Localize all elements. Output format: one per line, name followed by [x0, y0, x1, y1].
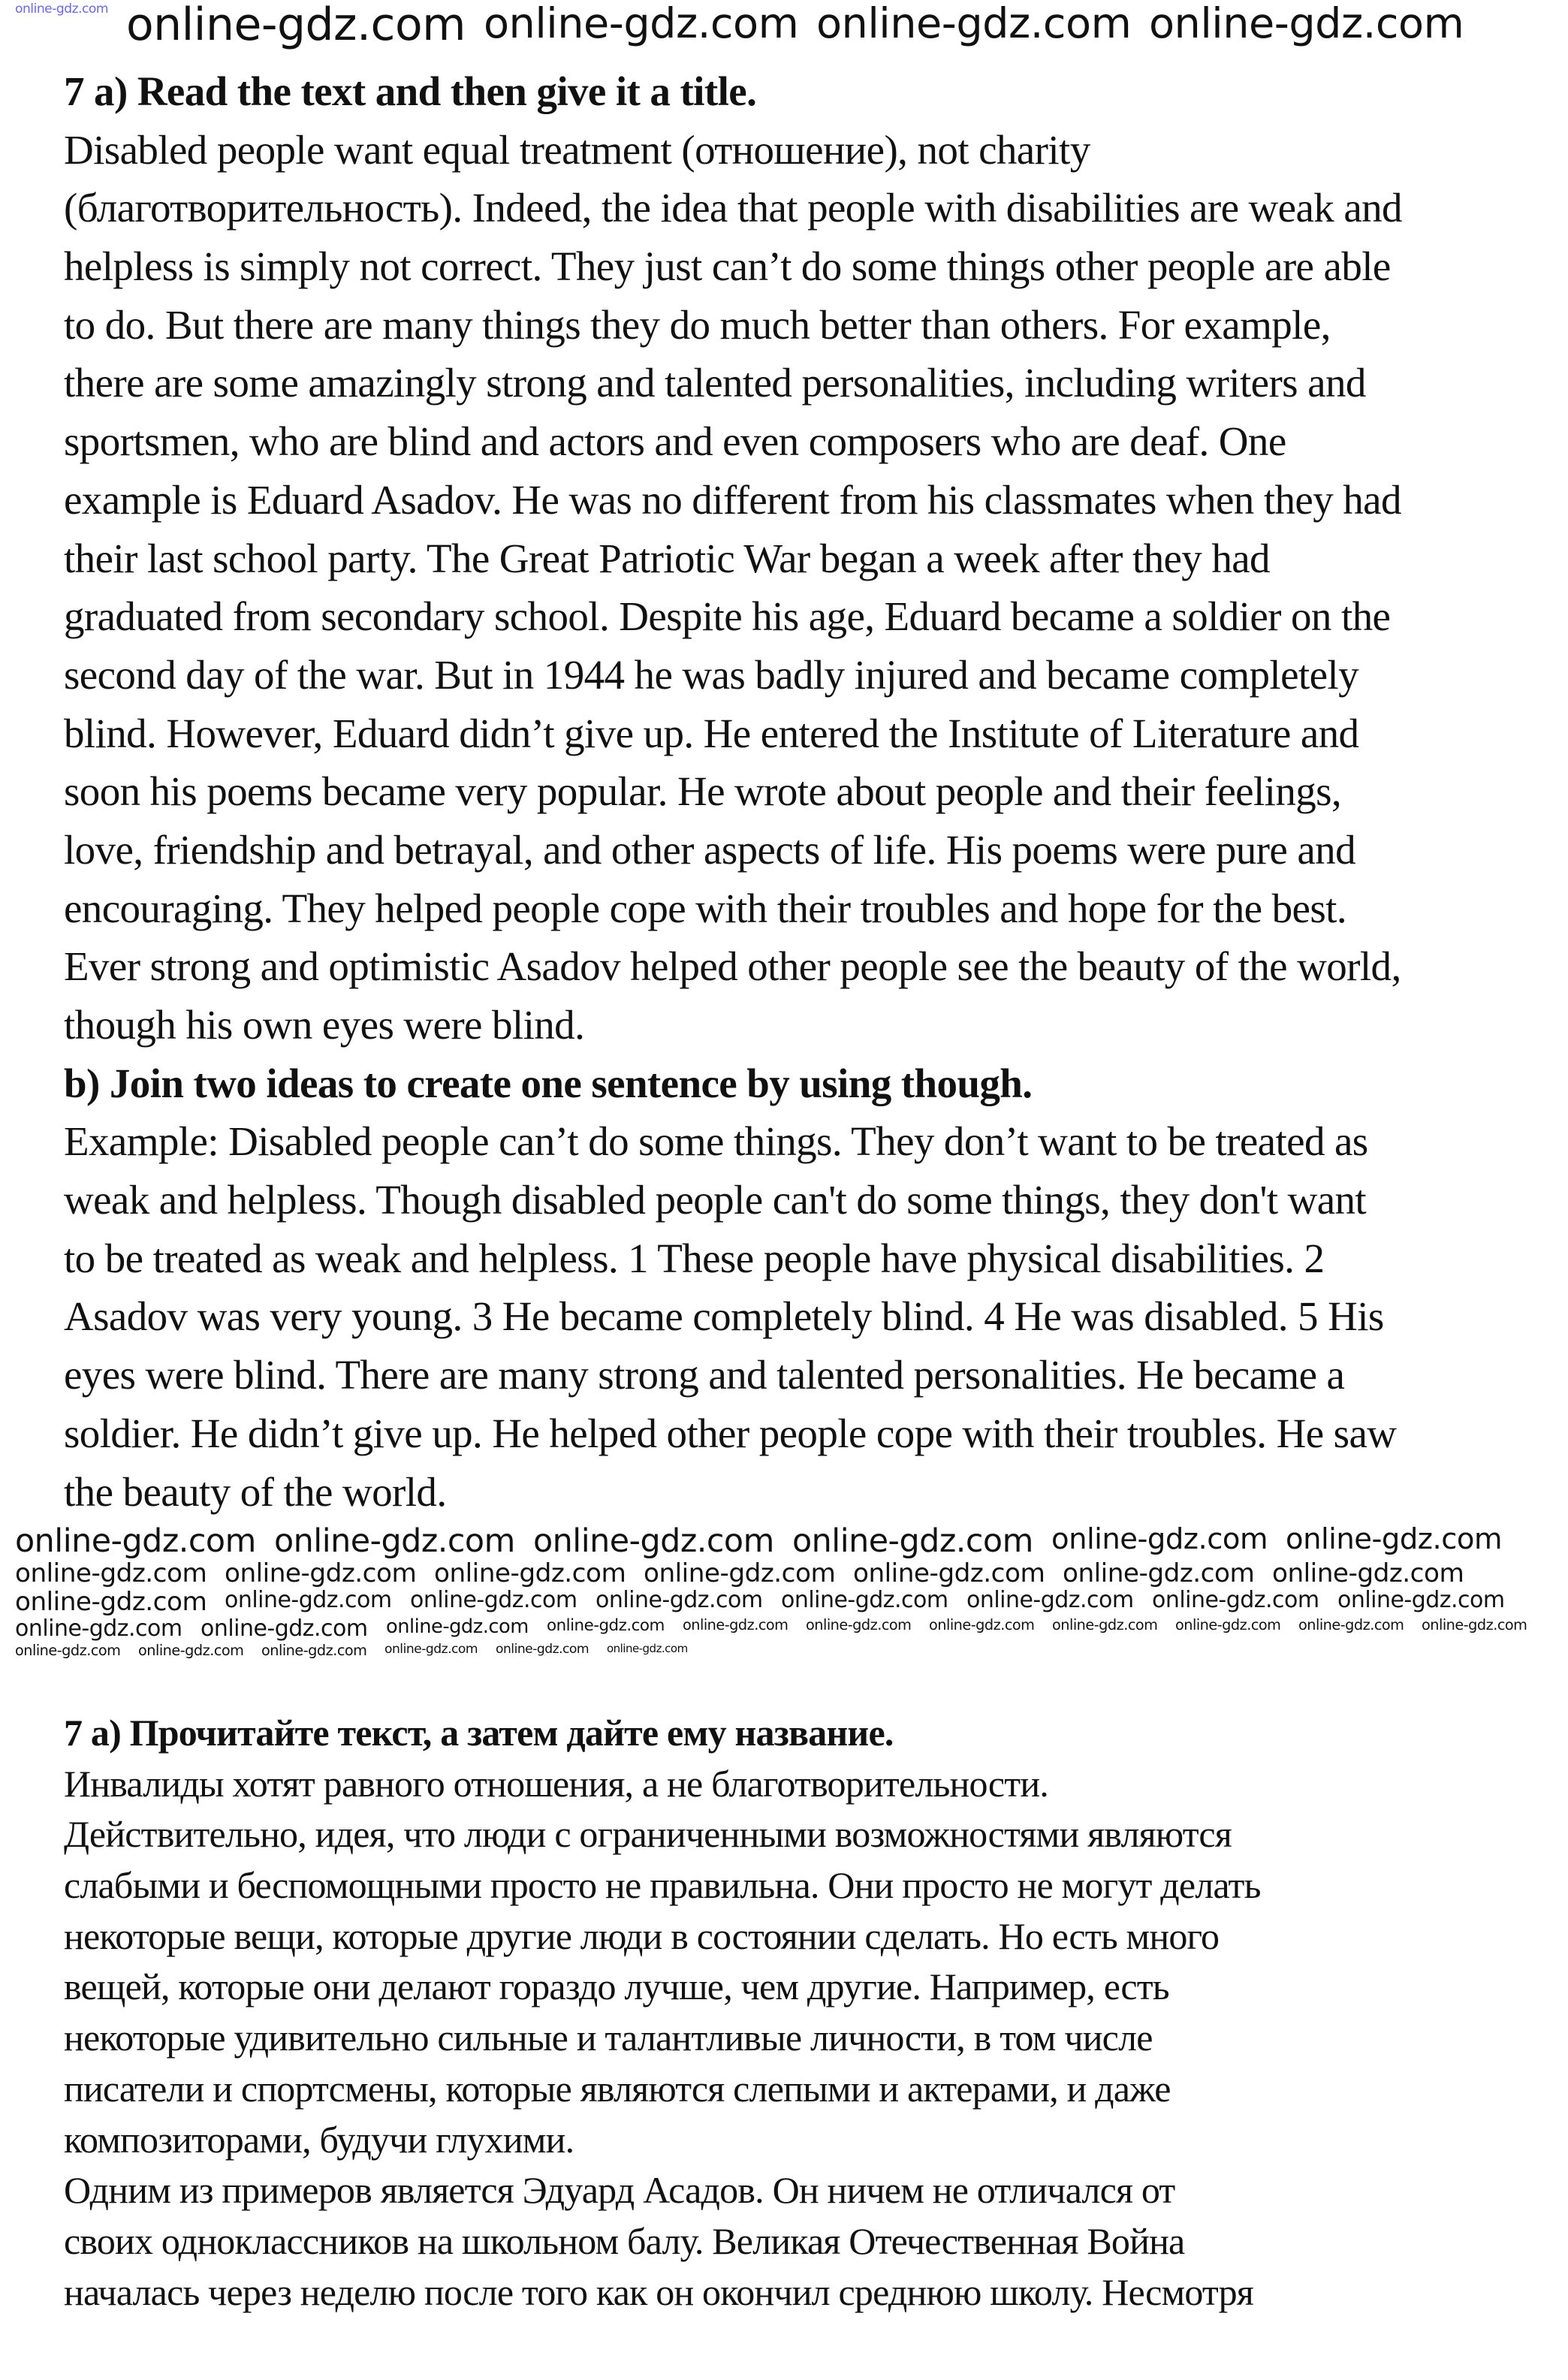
exercise-line: soldier. He didn’t give up. He helped other people cope with their troubles. He saw	[64, 1410, 1397, 1456]
text-line: graduated from secondary school. Despite his age, Eduard became a soldier on the	[64, 593, 1391, 640]
text-line: Ever strong and optimistic Asadov helped other people see the beauty of the world,	[64, 943, 1401, 990]
russian-text-line: Одним из примеров является Эдуард Асадов. Он ничем не отличался от	[64, 2169, 1175, 2212]
text-line: love, friendship and betrayal, and other aspects of life. His poems were pure and	[64, 826, 1355, 873]
watermark: online-gdz.com	[126, 0, 466, 51]
watermark: online-gdz.com	[596, 1587, 763, 1613]
russian-task-a-heading: 7 а) Прочитайте текст, а затем дайте ему название.	[64, 1712, 894, 1754]
text-line: blind. However, Eduard didn’t give up. He entered the Institute of Literature and	[64, 710, 1359, 756]
watermark: online-gdz.com	[1422, 1616, 1527, 1633]
russian-text-line: некоторые вещи, которые другие люди в состоянии сделать. Но есть много	[64, 1914, 1220, 1957]
watermark: online-gdz.com	[853, 1558, 1045, 1588]
watermark: online-gdz.com	[15, 1522, 256, 1560]
watermark: online-gdz.com	[138, 1642, 244, 1659]
watermark: online-gdz.com	[607, 1642, 688, 1655]
exercise-line: Example: Disabled people can’t do some things. They don’t want to be treated as	[64, 1118, 1368, 1165]
text-line: second day of the war. But in 1944 he was badly injured and became completely	[64, 651, 1358, 698]
text-line: sportsmen, who are blind and actors and even composers who are deaf. One	[64, 418, 1286, 465]
watermark: online-gdz.com	[384, 1642, 478, 1657]
russian-text-line: вещей, которые они делают гораздо лучше, чем другие. Например, есть	[64, 1965, 1169, 2008]
task-b-heading: b) Join two ideas to create one sentence by using though.	[64, 1060, 1033, 1106]
watermark: online-gdz.com	[1152, 1587, 1319, 1613]
watermark: online-gdz.com	[201, 1615, 368, 1642]
watermark: online-gdz.com	[1063, 1558, 1255, 1588]
watermark: online-gdz.com	[1286, 1522, 1502, 1556]
russian-text-line: некоторые удивительно сильные и талантливые личности, в том числе	[64, 2017, 1153, 2059]
watermark: online-gdz.com	[781, 1587, 948, 1613]
text-line: there are some amazingly strong and talented personalities, including writers and	[64, 360, 1366, 406]
text-line: their last school party. The Great Patriotic War began a week after they had	[64, 535, 1270, 581]
watermark: online-gdz.com	[1051, 1522, 1268, 1556]
watermark: online-gdz.com	[434, 1558, 626, 1588]
russian-text-line: композиторами, будучи глухими.	[64, 2118, 574, 2161]
watermark: online-gdz.com	[15, 1615, 182, 1642]
reading-text	[64, 121, 1402, 1054]
text-line: helpless is simply not correct. They just can’t do some things other people are able	[64, 243, 1391, 290]
exercise-line: to be treated as weak and helpless. 1 These people have physical disabilities. 2	[64, 1235, 1325, 1281]
watermark: online-gdz.com	[1298, 1616, 1404, 1633]
watermark: online-gdz.com	[225, 1558, 417, 1588]
text-line: to do. But there are many things they do much better than others. For example,	[64, 301, 1331, 348]
watermark: online-gdz.com	[792, 1522, 1033, 1560]
exercise-line: the beauty of the world.	[64, 1468, 447, 1515]
english-section	[64, 62, 1402, 1521]
russian-text-line: писатели и спортсмены, которые являются слепыми и актерами, и даже	[64, 2067, 1171, 2110]
russian-text-line: слабыми и беспомощными просто не правильна. Они просто не могут делать	[64, 1864, 1261, 1907]
russian-section	[64, 1708, 1261, 2318]
watermark: online-gdz.com	[644, 1558, 836, 1588]
russian-text	[64, 1759, 1261, 2318]
watermark: online-gdz.com	[547, 1616, 665, 1635]
watermark: online-gdz.com	[816, 0, 1132, 48]
watermark: online-gdz.com	[15, 1558, 207, 1588]
russian-text-line: Действительно, идея, что люди с ограниченными возможностями являются	[64, 1813, 1232, 1856]
watermark: online-gdz.com	[1149, 0, 1464, 48]
watermark: online-gdz.com	[806, 1616, 912, 1633]
exercise-line: Asadov was very young. 3 He became completely blind. 4 He was disabled. 5 His	[64, 1293, 1384, 1340]
text-line: example is Eduard Asadov. He was no different from his classmates when they had	[64, 476, 1401, 523]
russian-text-line: Инвалиды хотят равного отношения, а не благотворительности.	[64, 1762, 1049, 1805]
watermark: online-gdz.com	[929, 1616, 1035, 1633]
watermark: online-gdz.com	[15, 1587, 207, 1617]
text-line: encouraging. They helped people cope with their troubles and hope for the best.	[64, 885, 1346, 931]
watermark: online-gdz.com	[15, 2, 109, 17]
watermark: online-gdz.com	[1052, 1616, 1158, 1633]
watermark: online-gdz.com	[15, 1642, 121, 1659]
watermark: online-gdz.com	[683, 1616, 789, 1633]
watermark: online-gdz.com	[410, 1587, 577, 1613]
exercise-text	[64, 1112, 1402, 1521]
watermark: online-gdz.com	[225, 1587, 392, 1613]
exercise-line: weak and helpless. Though disabled people can't do some things, they don't want	[64, 1177, 1367, 1223]
watermark: online-gdz.com	[966, 1587, 1134, 1613]
russian-text-line: своих одноклассников на школьном балу. Великая Отечественная Война	[64, 2219, 1185, 2262]
watermark: online-gdz.com	[1337, 1587, 1505, 1613]
russian-text-line: началась через неделю после того как он окончил среднюю школу. Несмотря	[64, 2270, 1253, 2313]
watermark: online-gdz.com	[496, 1642, 590, 1657]
text-line: Disabled people want equal treatment (отношение), not charity	[64, 126, 1090, 173]
text-line: (благотворительность). Indeed, the idea that people with disabilities are weak and	[64, 185, 1402, 231]
watermark: online-gdz.com	[274, 1522, 515, 1560]
watermark: online-gdz.com	[533, 1522, 774, 1560]
text-line: soon his poems became very popular. He wrote about people and their feelings,	[64, 768, 1342, 815]
task-a-heading: 7 a) Read the text and then give it a title.	[64, 68, 757, 114]
text-line: though his own eyes were blind.	[64, 1002, 585, 1048]
watermark: online-gdz.com	[1272, 1558, 1464, 1588]
watermark: online-gdz.com	[261, 1642, 367, 1659]
watermark: online-gdz.com	[484, 0, 799, 48]
exercise-line: eyes were blind. There are many strong and talented personalities. He became a	[64, 1352, 1345, 1398]
watermark: online-gdz.com	[1175, 1616, 1281, 1633]
watermark: online-gdz.com	[386, 1615, 529, 1638]
